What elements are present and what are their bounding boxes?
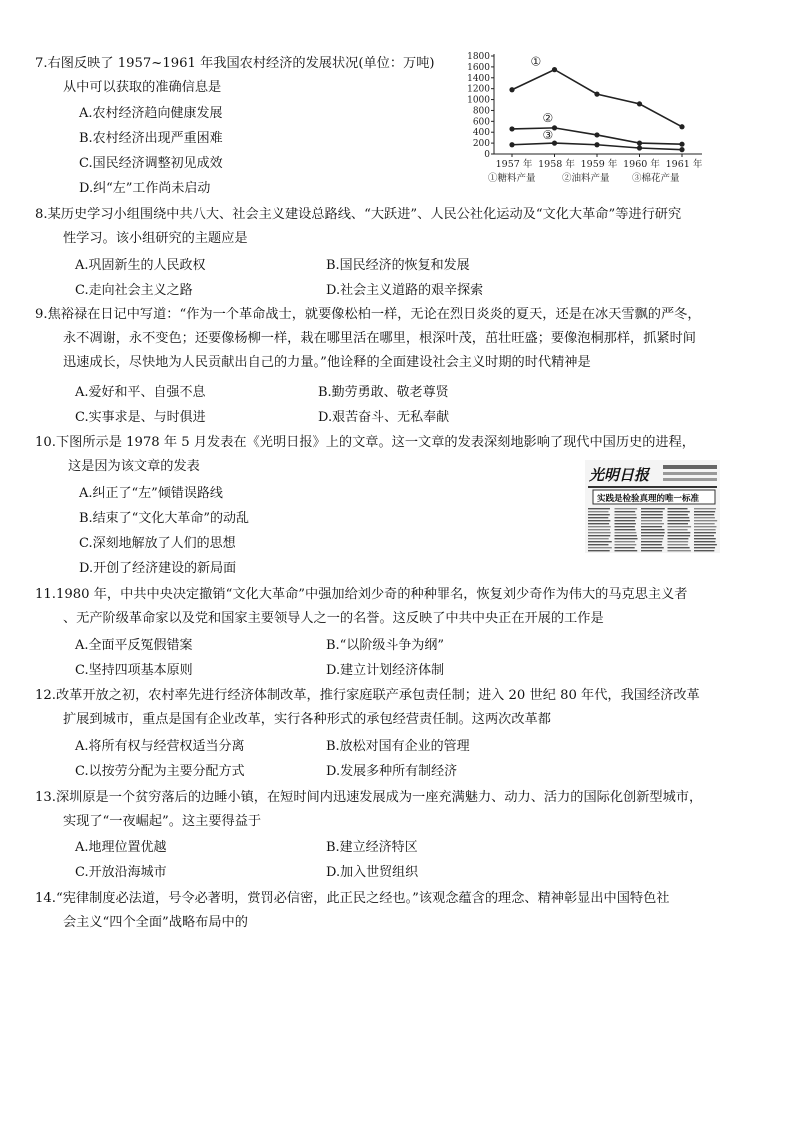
newspaper-text-line [668, 511, 690, 512]
newspaper-text-line [615, 535, 637, 536]
question-9-stem-cont: 永不凋谢，永不变色；还要像杨柳一样，栽在哪里活在哪里，根深叶茂，茁壮旺盛；要像泡桐那样，抓紧时间 [63, 331, 696, 346]
question-10-option-c[interactable]: C.深刻地解放了人们的思想 [79, 536, 236, 551]
question-7-option-b[interactable]: B.农村经济出现严重困难 [79, 131, 223, 146]
newspaper-text-line [668, 517, 690, 518]
newspaper-text-line [694, 511, 715, 512]
newspaper-text-line [615, 550, 638, 551]
question-12-option-b[interactable]: B.放松对国有企业的管理 [326, 739, 470, 754]
newspaper-text-line [668, 529, 688, 530]
question-9-option-c[interactable]: C.实事求是、与时俱进 [75, 410, 206, 425]
question-13-option-c[interactable]: C.开放沿海城市 [75, 865, 167, 880]
series-3-point [594, 142, 599, 147]
newspaper-text-line [641, 544, 662, 545]
newspaper-text-line [615, 529, 636, 530]
newspaper-text-line [641, 523, 664, 524]
y-tick-label: 600 [472, 117, 490, 128]
newspaper-text-line [615, 520, 636, 521]
series-1-point [594, 92, 599, 97]
question-14-stem: 14.“宪律制度必法道，号令必著明，赏罚必信密，此正民之经也。”该观念蕴含的理念、精神彰显出中国特色社 [35, 891, 670, 906]
y-tick-label: 1200 [467, 84, 490, 95]
newspaper-text-line [641, 526, 662, 527]
question-10-option-a[interactable]: A.纠正了“左”倾错误路线 [79, 486, 223, 501]
x-tick-label: 1959 年 [580, 159, 618, 170]
newspaper-text-line [641, 511, 663, 512]
question-12-stem: 12.改革开放之初，农村率先进行经济体制改革，推行家庭联产承包责任制；进入 20 世纪 80 年代，我国经济改革 [35, 688, 700, 703]
newspaper-text-line [694, 508, 716, 509]
question-13 [35, 786, 770, 834]
newspaper-text-line [588, 550, 610, 551]
question-14-stem-cont: 会主义“四个全面”战略布局中的 [63, 915, 248, 930]
newspaper-text-line [588, 541, 612, 542]
question-8-stem-cont: 性学习。该小组研究的主题应是 [63, 231, 248, 246]
newspaper-masthead: 光明日报 [589, 466, 650, 484]
question-9-option-b[interactable]: B.勤劳勇敢、敬老尊贤 [318, 385, 449, 400]
newspaper-text-line [615, 508, 638, 509]
question-8-option-d[interactable]: D.社会主义道路的艰辛探索 [326, 283, 484, 298]
series-1-point [509, 87, 514, 92]
newspaper-text-line [694, 529, 716, 530]
question-11 [35, 583, 770, 631]
question-14 [35, 887, 770, 935]
x-tick-label: 1958 年 [538, 159, 575, 170]
newspaper-text-line [668, 541, 689, 542]
newspaper-text-line [588, 517, 608, 518]
newspaper-text-line [694, 526, 716, 527]
y-tick-label: 1600 [467, 62, 490, 73]
chart-y-ticks [467, 52, 494, 160]
series-line-1 [512, 70, 682, 127]
newspaper-text-line [694, 517, 715, 518]
newspaper-text-line [694, 550, 714, 551]
question-13-option-d[interactable]: D.加入世贸组织 [326, 865, 419, 880]
newspaper-text-line [615, 538, 638, 539]
newspaper-text-line [588, 523, 609, 524]
question-8-option-a[interactable]: A.巩固新生的人民政权 [75, 258, 206, 273]
x-tick-label: 1960 年 [623, 159, 660, 170]
question-8 [35, 203, 765, 251]
series-2-point [637, 141, 642, 146]
newspaper-text-line [668, 538, 689, 539]
newspaper-text-line [641, 538, 663, 539]
newspaper-text-line [641, 508, 665, 509]
newspaper-text-line [641, 535, 664, 536]
newspaper-text-line [668, 514, 688, 515]
newspaper-text-line [694, 541, 715, 542]
question-9-stem: 9.焦裕禄在日记中写道：“作为一个革命战士，就要像松柏一样，无论在烈日炎炎的夏天，还是在冰天雪飘的严冬， [35, 307, 701, 322]
y-tick-label: 1400 [467, 73, 490, 84]
newspaper-text-line [615, 514, 637, 515]
y-tick-label: 1000 [467, 95, 490, 106]
question-7-stem-cont: 从中可以获取的准确信息是 [63, 80, 222, 95]
newspaper-text-line [694, 520, 717, 521]
newspaper-text-line [641, 547, 664, 548]
newspaper-text-line [588, 538, 609, 539]
newspaper-text-line [588, 508, 610, 509]
question-8-option-c[interactable]: C.走向社会主义之路 [75, 283, 193, 298]
newspaper-text-line [588, 526, 611, 527]
y-tick-label: 800 [472, 106, 490, 117]
y-tick-label: 200 [472, 139, 490, 150]
legend-entry-3: ③棉花产量 [632, 173, 680, 184]
question-7 [35, 52, 475, 100]
newspaper-text-line [615, 544, 637, 545]
question-9-option-a[interactable]: A.爱好和平、自强不息 [75, 385, 206, 400]
newspaper-text-line [694, 544, 717, 545]
series-3-point [509, 142, 514, 147]
newspaper-text-line [641, 541, 662, 542]
newspaper-text-line [615, 517, 637, 518]
newspaper-text-line [615, 523, 636, 524]
newspaper-text-line [668, 526, 692, 527]
newspaper-text-line [588, 511, 608, 512]
newspaper-text-line [668, 550, 691, 551]
question-11-stem: 11.1980 年，中共中央决定撤销“文化大革命”中强加给刘少奇的种种罪名，恢复刘少奇作为伟大的马克思主义者 [35, 587, 688, 602]
question-10-stem-cont: 这是因为该文章的发表 [68, 459, 200, 474]
y-tick-label: 1800 [467, 52, 490, 62]
question-10-stem: 10.下图所示是 1978 年 5 月发表在《光明日报》上的文章。这一文章的发表深刻地影响了现代中国历史的进程， [35, 435, 695, 450]
series-1-marker: ① [530, 54, 542, 69]
question-7-option-c[interactable]: C.国民经济调整初见成效 [79, 156, 223, 171]
newspaper-text-line [588, 529, 610, 530]
series-2-marker: ② [542, 110, 554, 125]
newspaper-text-line [694, 547, 715, 548]
newspaper-text-line [694, 523, 715, 524]
newspaper-text-line [641, 514, 663, 515]
question-13-stem: 13.深圳原是一个贫穷落后的边睡小镇，在短时间内迅速发展成为一座充满魅力、动力、活力的国际化创新型城市， [35, 790, 703, 805]
question-12-option-d[interactable]: D.发展多种所有制经济 [326, 764, 458, 779]
newspaper-text-line [641, 550, 662, 551]
series-3-point [679, 147, 684, 152]
question-12 [35, 684, 770, 732]
newspaper-text-line [615, 532, 637, 533]
series-1-point [637, 101, 642, 106]
newspaper-text-line [641, 529, 664, 530]
series-3-point [637, 145, 642, 150]
question-11-option-c[interactable]: C.坚持四项基本原则 [75, 663, 193, 678]
newspaper-text-line [694, 535, 714, 536]
series-3-marker: ③ [542, 128, 554, 143]
series-2-point [509, 126, 514, 131]
newspaper-text-line [694, 532, 716, 533]
question-11-option-a[interactable]: A.全面平反冤假错案 [75, 638, 193, 653]
y-tick-label: 0 [484, 150, 490, 160]
question-9 [35, 303, 770, 375]
y-tick-label: 400 [472, 128, 490, 139]
newspaper-text-line [694, 538, 716, 539]
newspaper-text-line [588, 544, 608, 545]
question-12-stem-cont: 扩展到城市，重点是国有企业改革，实行各种形式的承包经营责任制。这两次改革都 [63, 712, 551, 727]
newspaper-text-line [588, 520, 610, 521]
crop-output-chart [462, 50, 712, 190]
question-12-option-a[interactable]: A.将所有权与经营权适当分离 [75, 739, 245, 754]
series-1-point [552, 67, 557, 72]
newspaper-text-line [668, 508, 688, 509]
legend-entry-1: ①糖料产量 [488, 173, 536, 184]
newspaper-text-line [668, 523, 689, 524]
newspaper-text-line [615, 526, 635, 527]
newspaper-text-line [615, 547, 635, 548]
newspaper-text-line [588, 547, 612, 548]
legend-entry-2: ②油料产量 [562, 173, 610, 184]
chart-series [509, 55, 684, 153]
question-12-option-c[interactable]: C.以按劳分配为主要分配方式 [75, 764, 245, 779]
series-2-point [679, 142, 684, 147]
question-7-option-d[interactable]: D.纠“左”工作尚未启动 [79, 181, 211, 196]
question-11-stem-cont: 、无产阶级革命家以及党和国家主要领导人之一的名誉。这反映了中共中央正在开展的工作是 [63, 611, 604, 626]
question-10-option-d[interactable]: D.开创了经济建设的新局面 [79, 561, 237, 576]
newspaper-text-line [641, 520, 662, 521]
newspaper-text-line [641, 532, 665, 533]
newspaper-text-line [668, 547, 690, 548]
x-tick-label: 1961 年 [665, 159, 703, 170]
newspaper-text-lines [588, 508, 717, 551]
newspaper-text-line [615, 541, 636, 542]
x-tick-label: 1957 年 [495, 159, 533, 170]
question-7-stem: 7.右图反映了 1957~1961 年我国农村经济的发展状况(单位：万吨) [35, 56, 435, 71]
question-13-option-a[interactable]: A.地理位置优越 [75, 840, 167, 855]
question-8-stem: 8.某历史学习小组围绕中共八大、社会主义建设总路线、“大跃进”、人民公社化运动及“文化大革命”等进行研究 [35, 207, 682, 222]
question-11-option-b[interactable]: B.“以阶级斗争为纲” [326, 638, 444, 653]
newspaper-text-line [668, 535, 691, 536]
chart-legend [488, 172, 680, 184]
newspaper-text-line [668, 532, 691, 533]
newspaper-headline: 实践是检验真理的唯一标准 [597, 494, 700, 504]
question-9-stem-cont-2: 迅速成长，尽快地为人民贡献出自己的力量。”他诠释的全面建设社会主义时期的时代精神是 [63, 355, 591, 370]
newspaper-text-line [668, 544, 688, 545]
newspaper-text-line [588, 532, 611, 533]
guangming-daily-newspaper-image [585, 460, 720, 553]
question-11-option-d[interactable]: D.建立计划经济体制 [326, 663, 445, 678]
question-8-option-b[interactable]: B.国民经济的恢复和发展 [326, 258, 470, 273]
question-7-option-a[interactable]: A.农村经济趋向健康发展 [79, 106, 223, 121]
question-13-option-b[interactable]: B.建立经济特区 [326, 840, 418, 855]
chart-axes [494, 54, 702, 154]
newspaper-text-line [588, 535, 610, 536]
newspaper-text-line [641, 517, 663, 518]
series-2-point [594, 132, 599, 137]
newspaper-text-line [694, 514, 714, 515]
chart-x-ticks [496, 154, 703, 170]
newspaper-text-line [588, 514, 610, 515]
question-13-stem-cont: 实现了“一夜崛起”。这主要得益于 [63, 814, 262, 829]
question-9-option-d[interactable]: D.艰苦奋斗、无私奉献 [318, 410, 450, 425]
newspaper-text-line [668, 520, 690, 521]
newspaper-text-line [615, 511, 636, 512]
series-1-point [679, 124, 684, 129]
question-10-option-b[interactable]: B.结束了“文化大革命”的动乱 [79, 511, 249, 526]
